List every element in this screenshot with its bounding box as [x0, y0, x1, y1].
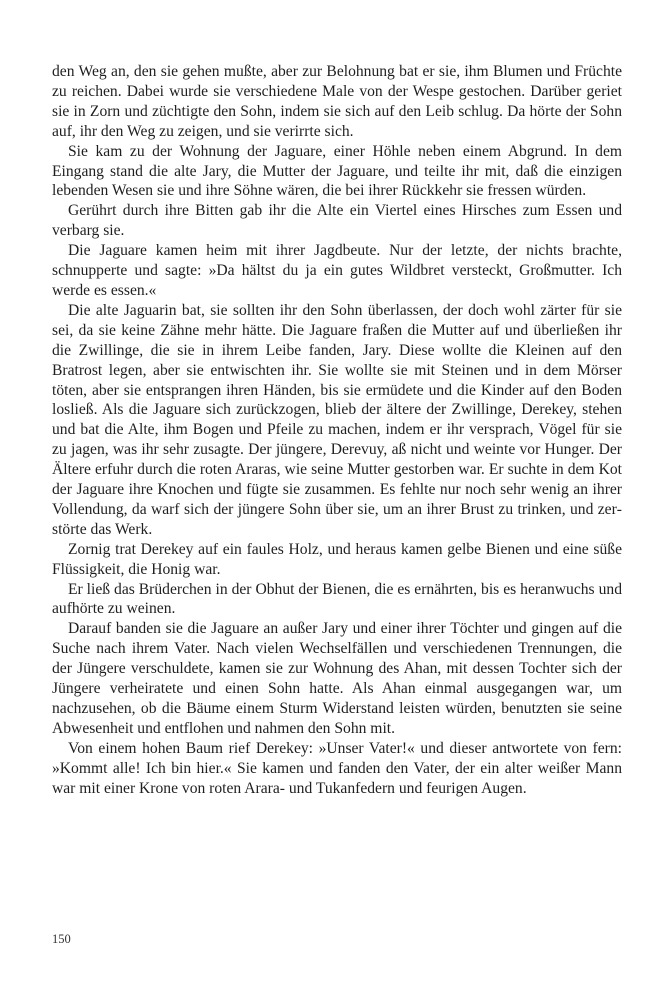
paragraph-7: Er ließ das Brüderchen in der Obhut der Bienen, die es ernährten, bis es heranwuchs und aufhörte zu weinen. — [52, 580, 622, 618]
paragraph-5: Die alte Jaguarin bat, sie sollten ihr den Sohn überlassen, der doch wohl zärter für sie sei, da sie keine Zähne mehr hätte. Die Jaguare fraßen die Mutter auf und überließen ihr die Zwillinge, die sie in ihrem Leibe fanden, Jary. Diese wollte die Kleinen auf den Bratrost legen, aber sie entwischten ihr. Sie wollte sie mit Steinen und in dem Mörser töten, aber sie entsprangen ihren Händen, bis sie ermüdete und die Kinder auf den Boden losließ. Als die Jaguare sich zurückzogen, blieb der ältere der Zwillinge, Derekey, stehen und bat die Alte, ihm Bogen und Pfeile zu machen, indem er ihr versprach, Vögel für sie zu jagen, was ihr sehr zusagte. Der jüngere, Derevuy, aß nicht und weinte vor Hunger. Der Ältere erfuhr durch die roten Araras, wie seine Mutter gestorben war. Er suchte in dem Kot der Jaguare ihre Knochen und fügte sie zusammen. Es fehlte nur noch sehr wenig an ihrer Vollendung, da warf sich der jüngere Sohn über sie, um an ihrer Brust zu trinken, und zerstörte das Werk. — [52, 301, 622, 538]
paragraph-3: Gerührt durch ihre Bitten gab ihr die Alte ein Viertel eines Hirsches zum Essen und verbarg sie. — [52, 202, 622, 240]
paragraph-9: Von einem hohen Baum rief Derekey: »Unser Vater!« und dieser antwortete von fern: »Kommt alle! Ich bin hier.« Sie kamen und fanden den Vater, der ein alter weißer Mann war mit einer Krone von roten Arara- und Tukanfedern und feurigen Augen. — [52, 739, 622, 797]
page-number: 150 — [52, 932, 71, 946]
paragraph-1: den Weg an, den sie gehen mußte, aber zur Belohnung bat er sie, ihm Blumen und Früchte zu reichen. Dabei wurde sie verschiedene Male von der Wespe gestochen. Darüber geriet sie in Zorn und züchtigte den Sohn, indem sie sich auf den Leib schlug. Da hörte der Sohn auf, ihr den Weg zu zeigen, und sie verirrte sich. — [52, 63, 622, 140]
paragraph-4: Die Jaguare kamen heim mit ihrer Jagdbeute. Nur der letzte, der nichts brachte, schnupperte und sagte: »Da hältst du ja ein gutes Wildbret versteckt, Großmutter. Ich werde es essen.« — [52, 242, 622, 299]
paragraph-8: Darauf banden sie die Jaguare an außer Jary und einer ihrer Töchter und gingen auf die Suche nach ihrem Vater. Nach vielen Wechselfällen und verschiedenen Trennungen, die der Jüngere verschuldete, kamen sie zur Wohnung des Ahan, mit dessen Tochter sich der Jüngere verheiratete und einen Sohn hatte. Als Ahan einmal ausgegangen war, um nachzusehen, ob die Bäume einem Sturm Widerstand leisten würden, benutzten sie seine Abwesenheit und entflohen und nahmen den Sohn mit. — [52, 620, 622, 737]
page-body-text — [52, 62, 622, 799]
paragraph-6: Zornig trat Derekey auf ein faules Holz, und heraus kamen gelbe Bienen und eine süße Flüssigkeit, die Honig war. — [52, 540, 622, 578]
paragraph-2: Sie kam zu der Wohnung der Jaguare, einer Höhle neben einem Abgrund. In dem Eingang stand die alte Jary, die Mutter der Jaguare, und teilte ihr mit, daß die einzigen lebenden Wesen sie und ihre Söhne wären, die bei ihrer Rückkehr sie fressen würden. — [52, 142, 622, 200]
